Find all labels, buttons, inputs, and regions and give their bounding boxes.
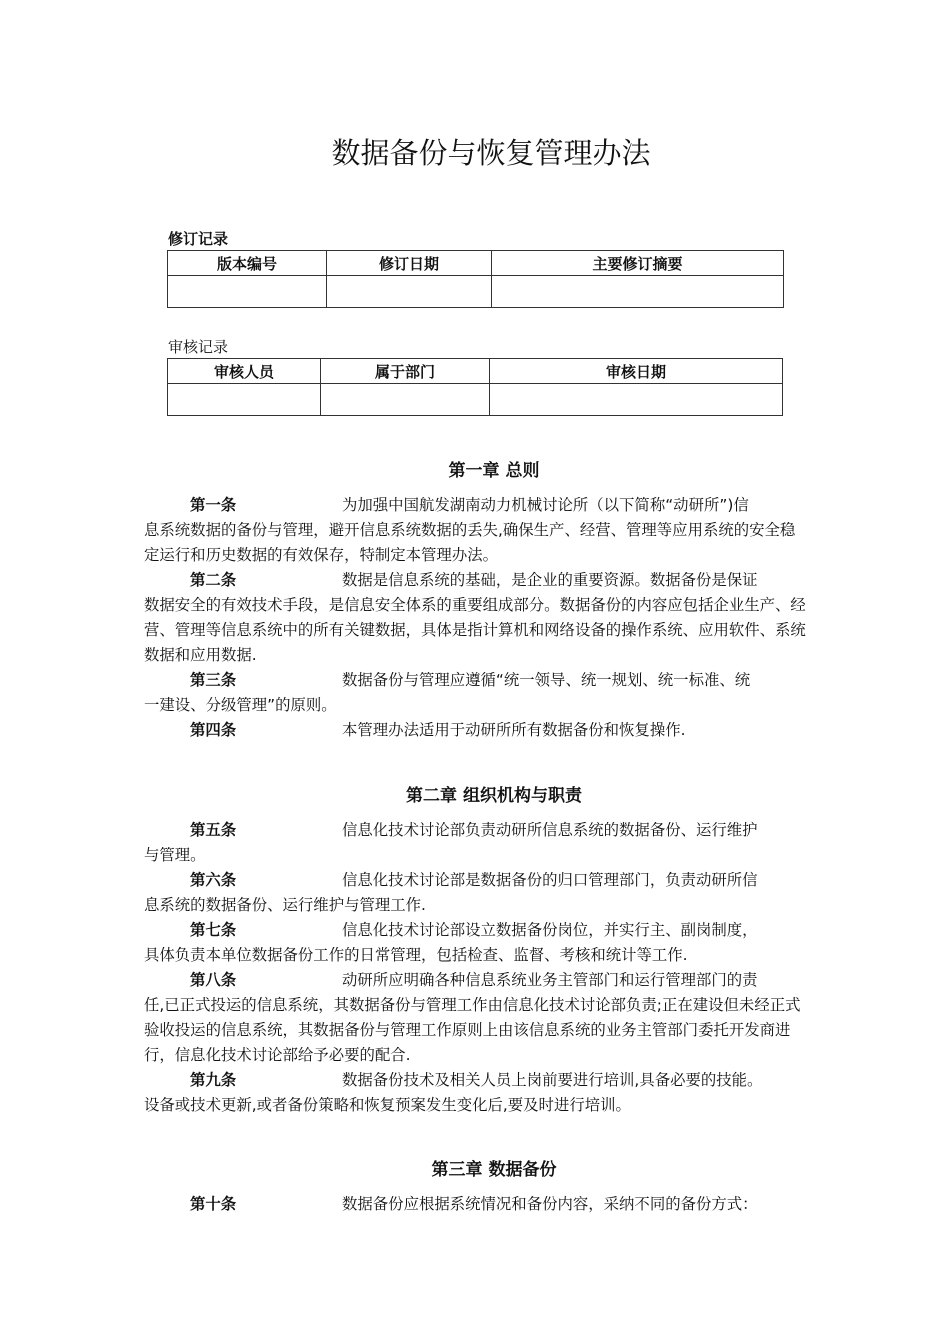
table-row — [168, 276, 784, 308]
article-paragraph — [144, 1068, 808, 1118]
article-text-rest: 与管理。 — [144, 846, 206, 864]
article-text-first: 为加强中国航发湖南动力机械讨论所（以下简称“动研所”)信 — [342, 496, 749, 514]
revision-table — [167, 250, 784, 308]
article-paragraph — [144, 868, 808, 918]
article-paragraph — [144, 568, 808, 668]
article-text-rest: 任,已正式投运的信息系统，其数据备份与管理工作由信息化技术讨论部负责;正在建设但未经正式验收投运的信息系统，其数据备份与管理工作原则上由该信息系统的业务主管部门委托开发商进行，信息化技术讨论部给予必要的配合. — [144, 996, 801, 1064]
table-header-cell: 修订日期 — [327, 251, 492, 276]
review-record-label: 审核记录 — [168, 338, 229, 356]
article-text-rest: 一建设、分级管理”的原则。 — [144, 696, 337, 714]
article-number: 第三条 — [190, 671, 237, 689]
article-text-first: 数据是信息系统的基础，是企业的重要资源。数据备份是保证 — [342, 571, 758, 589]
article-number: 第六条 — [190, 871, 237, 889]
article-text-rest: 设备或技术更新,或者备份策略和恢复预案发生变化后,要及时进行培训。 — [144, 1096, 631, 1114]
article-text-first: 数据备份技术及相关人员上岗前要进行培训,具备必要的技能。 — [342, 1071, 763, 1089]
article-text-first: 数据备份应根据系统情况和备份内容，采纳不同的备份方式： — [342, 1195, 758, 1213]
article-paragraph — [144, 918, 808, 968]
chapter-heading: 第二章 组织机构与职责 — [406, 786, 582, 806]
article-number: 第七条 — [190, 921, 237, 939]
table-header-cell: 属于部门 — [321, 359, 490, 384]
article-text-rest: 数据安全的有效技术手段，是信息安全体系的重要组成部分。数据备份的内容应包括企业生产、经营、管理等信息系统中的所有关键数据，具体是指计算机和网络设备的操作系统、应用软件、系统数据和应用数据. — [144, 596, 806, 664]
table-header-cell: 版本编号 — [168, 251, 327, 276]
table-row — [168, 384, 783, 416]
chapter-heading: 第三章 数据备份 — [431, 1160, 557, 1180]
table-header-cell: 审核日期 — [490, 359, 783, 384]
table-header-row — [168, 359, 783, 384]
article-text-first: 动研所应明确各种信息系统业务主管部门和运行管理部门的责 — [342, 971, 758, 989]
table-header-cell: 主要修订摘要 — [492, 251, 784, 276]
article-number: 第五条 — [190, 821, 237, 839]
article-number: 第二条 — [190, 571, 237, 589]
article-text-first: 数据备份与管理应遵循“统一领导、统一规划、统一标准、统 — [342, 671, 751, 689]
article-number: 第八条 — [190, 971, 237, 989]
article-number: 第四条 — [190, 721, 237, 739]
table-header-cell: 审核人员 — [168, 359, 321, 384]
article-paragraph — [144, 968, 808, 1068]
table-cell — [490, 384, 783, 416]
table-cell — [327, 276, 492, 308]
article-text-rest: 息系统的数据备份、运行维护与管理工作. — [144, 896, 426, 914]
article-paragraph — [144, 493, 808, 568]
article-number: 第十条 — [190, 1195, 237, 1213]
article-text-rest: 息系统数据的备份与管理，避开信息系统数据的丢失,确保生产、经营、管理等应用系统的安全稳定运行和历史数据的有效保存，特制定本管理办法。 — [144, 521, 796, 564]
article-text-first: 信息化技术讨论部设立数据备份岗位，并实行主、副岗制度， — [342, 921, 758, 939]
revision-record-label: 修订记录 — [168, 230, 229, 248]
article-number: 第一条 — [190, 496, 237, 514]
table-header-row — [168, 251, 784, 276]
article-paragraph — [144, 1192, 808, 1217]
article-paragraph — [144, 718, 808, 743]
article-paragraph — [144, 668, 808, 718]
review-table — [167, 358, 783, 416]
table-cell — [168, 276, 327, 308]
chapter-heading: 第一章 总则 — [448, 461, 540, 481]
table-cell — [168, 384, 321, 416]
article-text-first: 信息化技术讨论部负责动研所信息系统的数据备份、运行维护 — [342, 821, 758, 839]
table-cell — [492, 276, 784, 308]
document-title: 数据备份与恢复管理办法 — [331, 136, 651, 170]
table-cell — [321, 384, 490, 416]
article-text-first: 信息化技术讨论部是数据备份的归口管理部门，负责动研所信 — [342, 871, 758, 889]
article-number: 第九条 — [190, 1071, 237, 1089]
article-text-first: 本管理办法适用于动研所所有数据备份和恢复操作. — [342, 721, 686, 739]
article-paragraph — [144, 818, 808, 868]
article-text-rest: 具体负责本单位数据备份工作的日常管理，包括检查、监督、考核和统计等工作. — [144, 946, 688, 964]
